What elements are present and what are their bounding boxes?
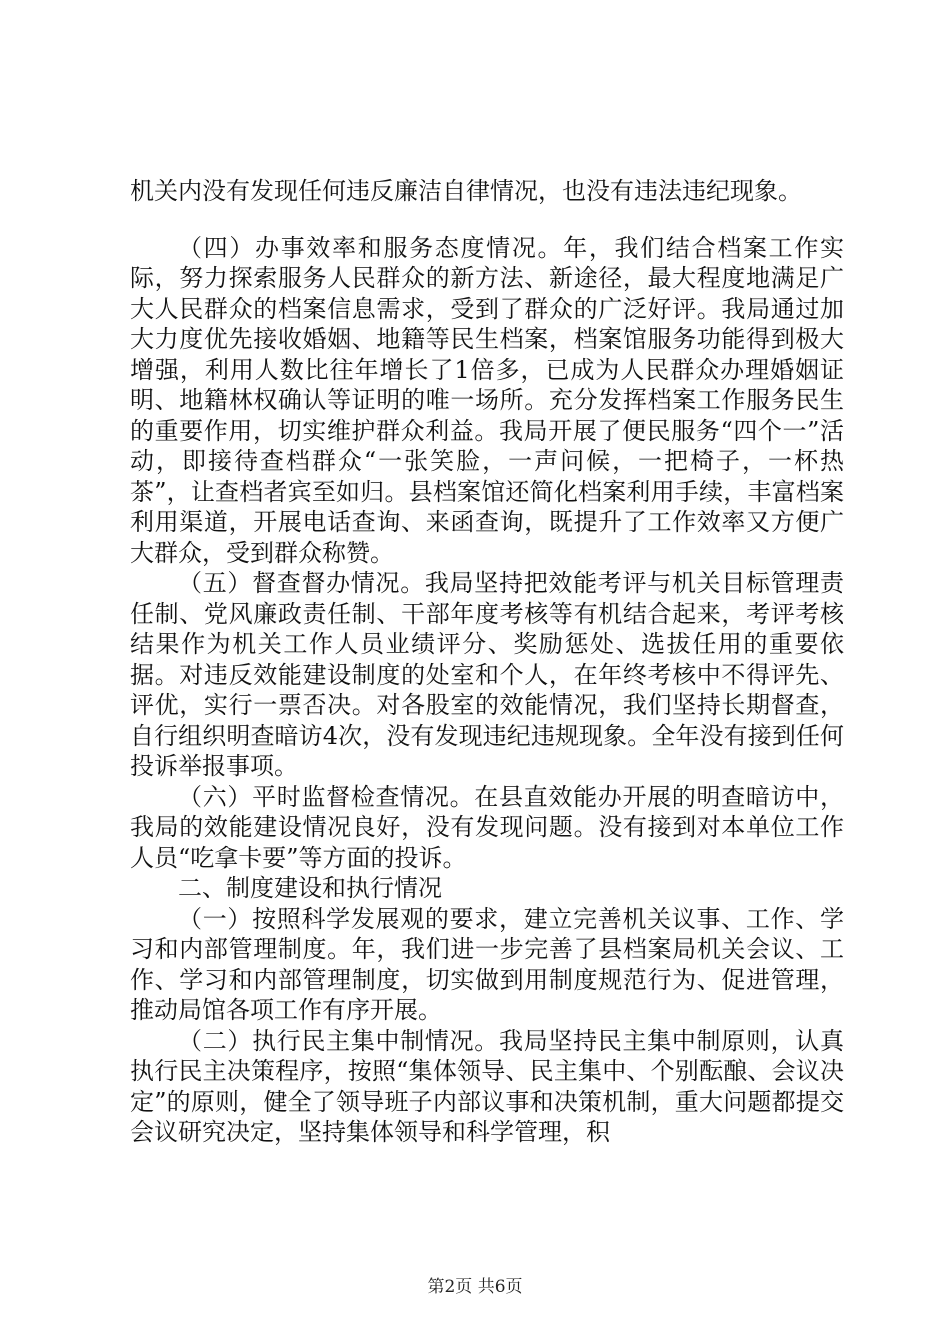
paragraph-efficiency-service: （四）办事效率和服务态度情况。年，我们结合档案工作实际，努力探索服务人民群众的新方法、新途径，最大程度地满足广大人民群众的档案信息需求，受到了群众的广泛好评。我局通过加大力度优先接收婚姻、地籍等民生档案，档案馆服务功能得到极大增强，利用人数比往年增长了1倍多，已成为人民群众办理婚姻证明、地籍林权确认等证明的唯一场所。充分发挥档案工作服务民生的重要作用，切实维护群众利益。我局开展了便民服务“四个一”活动，即接待查档群众“一张笑脸，一声问候，一把椅子，一杯热茶”，让查档者宾至如归。县档案馆还简化档案利用手续，丰富档案利用渠道，开展电话查询、来函查询，既提升了工作效率又方便广大群众，受到群众称赞。: [130, 233, 844, 567]
paragraph-supervision: （五）督查督办情况。我局坚持把效能考评与机关目标管理责任制、党风廉政责任制、干部年度考核等有机结合起来，考评考核结果作为机关工作人员业绩评分、奖励惩处、选拔任用的重要依据。对违反效能建设制度的处室和个人，在年终考核中不得评先、评优，实行一票否决。对各股室的效能情况，我们坚持长期督查，自行组织明查暗访4次，没有发现违纪违规现象。全年没有接到任何投诉举报事项。: [130, 569, 844, 780]
paragraph-democratic-centralism: （二）执行民主集中制情况。我局坚持民主集中制原则，认真执行民主决策程序，按照“集体领导、民主集中、个别酝酿、会议决定”的原则，健全了领导班子内部议事和决策机制，重大问题都提交会议研究决定，坚持集体领导和科学管理，积: [130, 1026, 844, 1146]
paragraph-continuation: 机关内没有发现任何违反廉洁自律情况，也没有违法违纪现象。: [130, 177, 802, 205]
section-heading-system-building: 二、制度建设和执行情况: [178, 874, 442, 902]
page-number-footer: 第2页 共6页: [427, 1277, 523, 1297]
paragraph-rules-improvement: （一）按照科学发展观的要求，建立完善机关议事、工作、学习和内部管理制度。年，我们进一步完善了县档案局机关会议、工作、学习和内部管理制度，切实做到用制度规范行为、促进管理，推动局馆各项工作有序开展。: [130, 904, 844, 1024]
document-body: [130, 176, 844, 1148]
paragraph-routine-inspection: （六）平时监督检查情况。在县直效能办开展的明查暗访中，我局的效能建设情况良好，没有发现问题。没有接到对本单位工作人员“吃拿卡要”等方面的投诉。: [130, 782, 844, 872]
